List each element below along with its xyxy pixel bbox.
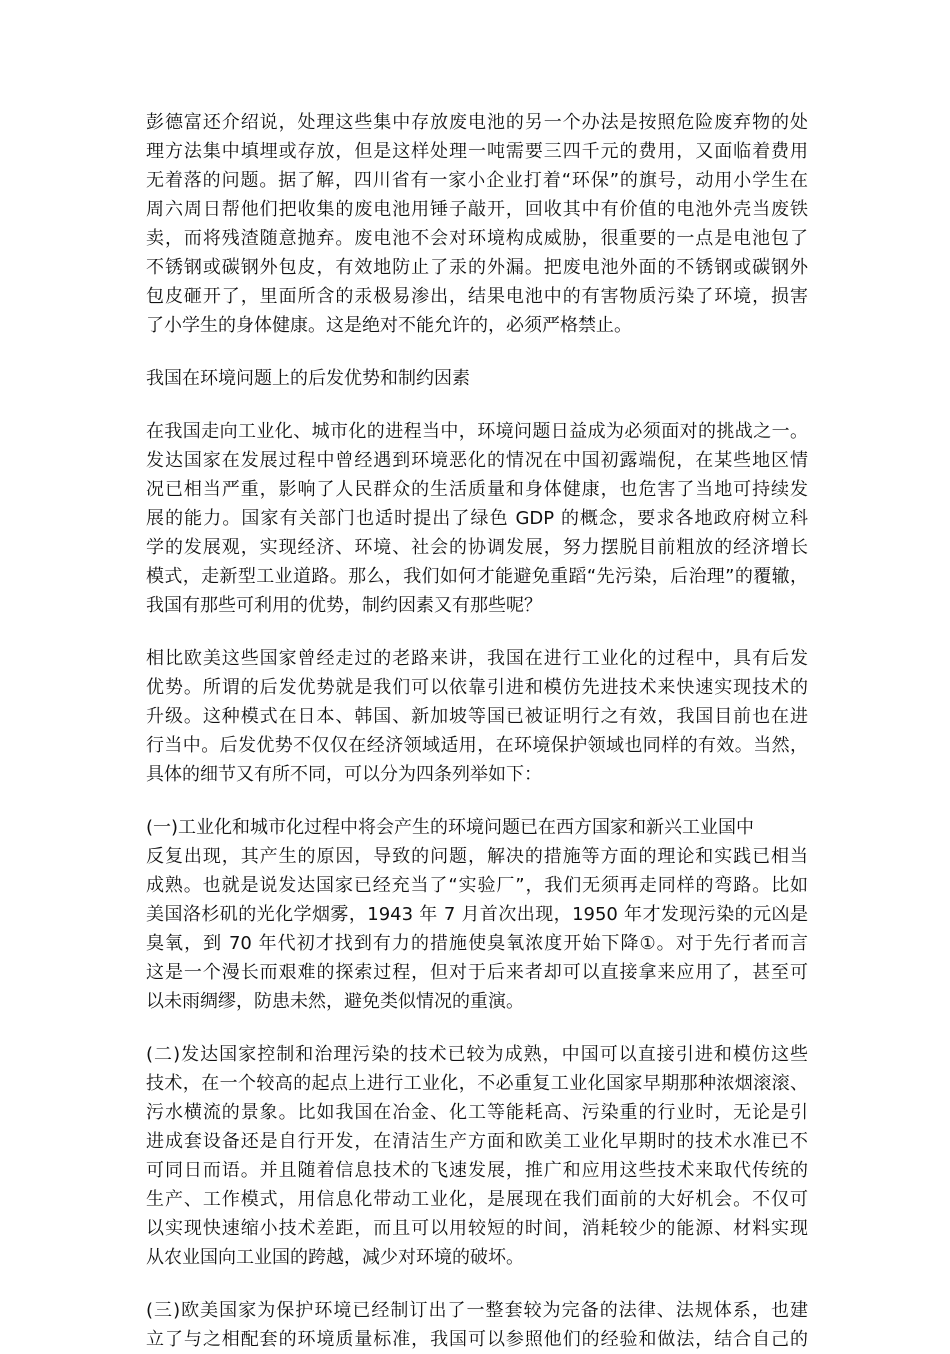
- text-line: 具体的细节又有所不同，可以分为四条列举如下：: [146, 764, 542, 785]
- text-line: 学的发展观，实现经济、环境、社会的协调发展，努力摆脱目前粗放的经济增长: [146, 537, 808, 558]
- text-line: 不锈钢或碳钢外包皮，有效地防止了汞的外漏。把废电池外面的不锈钢或碳钢外: [146, 257, 808, 278]
- text-line: 周六周日帮他们把收集的废电池用锤子敲开，回收其中有价值的电池外壳当废铁: [146, 199, 808, 220]
- text-line: 这是一个漫长而艰难的探索过程，但对于后来者却可以直接拿来应用了，甚至可: [146, 962, 808, 983]
- text-line: 立了与之相配套的环境质量标准，我国可以参照他们的经验和做法，结合自己的: [146, 1329, 808, 1350]
- text-line: 在我国走向工业化、城市化的进程当中，环境问题日益成为必须面对的挑战之一。: [146, 421, 808, 442]
- paragraph-battery-disposal: [146, 108, 808, 340]
- text-line: 成熟。也就是说发达国家已经充当了“实验厂”，我们无须再走同样的弯路。比如: [146, 875, 808, 896]
- text-line: 发达国家在发展过程中曾经遇到环境恶化的情况在中国初露端倪，在某些地区情: [146, 450, 808, 471]
- text-line: 了小学生的身体健康。这是绝对不能允许的，必须严格禁止。: [146, 315, 632, 336]
- text-line: 污水横流的景象。比如我国在冶金、化工等能耗高、污染重的行业时，无论是引: [146, 1102, 808, 1123]
- text-line: 以未雨绸缪，防患未然，避免类似情况的重演。: [146, 991, 524, 1012]
- paragraph-gap: [146, 340, 808, 364]
- paragraph-gap: [146, 393, 808, 417]
- text-line: 技术，在一个较高的起点上进行工业化，不必重复工业化国家早期那种浓烟滚滚、: [146, 1073, 808, 1094]
- section-heading: [146, 364, 808, 393]
- text-line: 卖，而将残渣随意抛弃。废电池不会对环境构成威胁，很重要的一点是电池包了: [146, 228, 808, 249]
- text-line: 相比欧美这些国家曾经走过的老路来讲，我国在进行工业化的过程中，具有后发: [146, 648, 808, 669]
- text-line: 以实现快速缩小技术差距，而且可以用较短的时间，消耗较少的能源、材料实现: [146, 1218, 808, 1239]
- paragraph-gap: [146, 1272, 808, 1296]
- text-line: (一)工业化和城市化过程中将会产生的环境问题已在西方国家和新兴工业国中: [146, 817, 755, 838]
- heading-line: 我国在环境问题上的后发优势和制约因素: [146, 368, 470, 389]
- paragraph-late-mover-advantage: [146, 644, 808, 789]
- text-line: 我国有那些可利用的优势，制约因素又有那些呢？: [146, 595, 542, 616]
- text-line: 彭德富还介绍说，处理这些集中存放废电池的另一个办法是按照危险废弃物的处: [146, 112, 808, 133]
- text-line: 展的能力。国家有关部门也适时提出了绿色 GDP 的概念，要求各地政府树立科: [146, 508, 808, 529]
- text-line: 无着落的问题。据了解，四川省有一家小企业打着“环保”的旗号，动用小学生在: [146, 170, 808, 191]
- text-line: 优势。所谓的后发优势就是我们可以依靠引进和模仿先进技术来快速实现技术的: [146, 677, 808, 698]
- text-line: 模式，走新型工业道路。那么，我们如何才能避免重蹈“先污染，后治理”的覆辙，: [146, 566, 808, 587]
- paragraph-gap: [146, 620, 808, 644]
- text-line: 臭氧，到 70 年代初才找到有力的措施使臭氧浓度开始下降①。对于先行者而言: [146, 933, 808, 954]
- text-line: 生产、工作模式，用信息化带动工业化，是展现在我们面前的大好机会。不仅可: [146, 1189, 808, 1210]
- text-line: 反复出现，其产生的原因，导致的问题，解决的措施等方面的理论和实践已相当: [146, 846, 808, 867]
- paragraph-gap: [146, 789, 808, 813]
- list-item-two: [146, 1040, 808, 1272]
- paragraph-introduction: [146, 417, 808, 620]
- text-line: 理方法集中填埋或存放，但是这样处理一吨需要三四千元的费用，又面临着费用: [146, 141, 808, 162]
- text-line: 行当中。后发优势不仅仅在经济领域适用，在环境保护领域也同样的有效。当然，: [146, 735, 808, 756]
- text-line: 可同日而语。并且随着信息技术的飞速发展，推广和应用这些技术来取代传统的: [146, 1160, 808, 1181]
- text-line: (三)欧美国家为保护环境已经制订出了一整套较为完备的法律、法规体系，也建: [146, 1300, 808, 1321]
- text-line: 美国洛杉矶的光化学烟雾，1943 年 7 月首次出现，1950 年才发现污染的元凶是: [146, 904, 808, 925]
- text-line: 从农业国向工业国的跨越，减少对环境的破坏。: [146, 1247, 524, 1268]
- text-line: 况已相当严重，影响了人民群众的生活质量和身体健康，也危害了当地可持续发: [146, 479, 808, 500]
- document-body: [146, 108, 808, 1354]
- text-line: 包皮砸开了，里面所含的汞极易渗出，结果电池中的有害物质污染了环境，损害: [146, 286, 808, 307]
- list-item-three: [146, 1296, 808, 1354]
- text-line: 进成套设备还是自行开发，在清洁生产方面和欧美工业化早期时的技术水准已不: [146, 1131, 808, 1152]
- text-line: (二)发达国家控制和治理污染的技术已较为成熟，中国可以直接引进和模仿这些: [146, 1044, 808, 1065]
- text-line: 升级。这种模式在日本、韩国、新加坡等国已被证明行之有效，我国目前也在进: [146, 706, 808, 727]
- paragraph-gap: [146, 1016, 808, 1040]
- list-item-one: [146, 813, 808, 1016]
